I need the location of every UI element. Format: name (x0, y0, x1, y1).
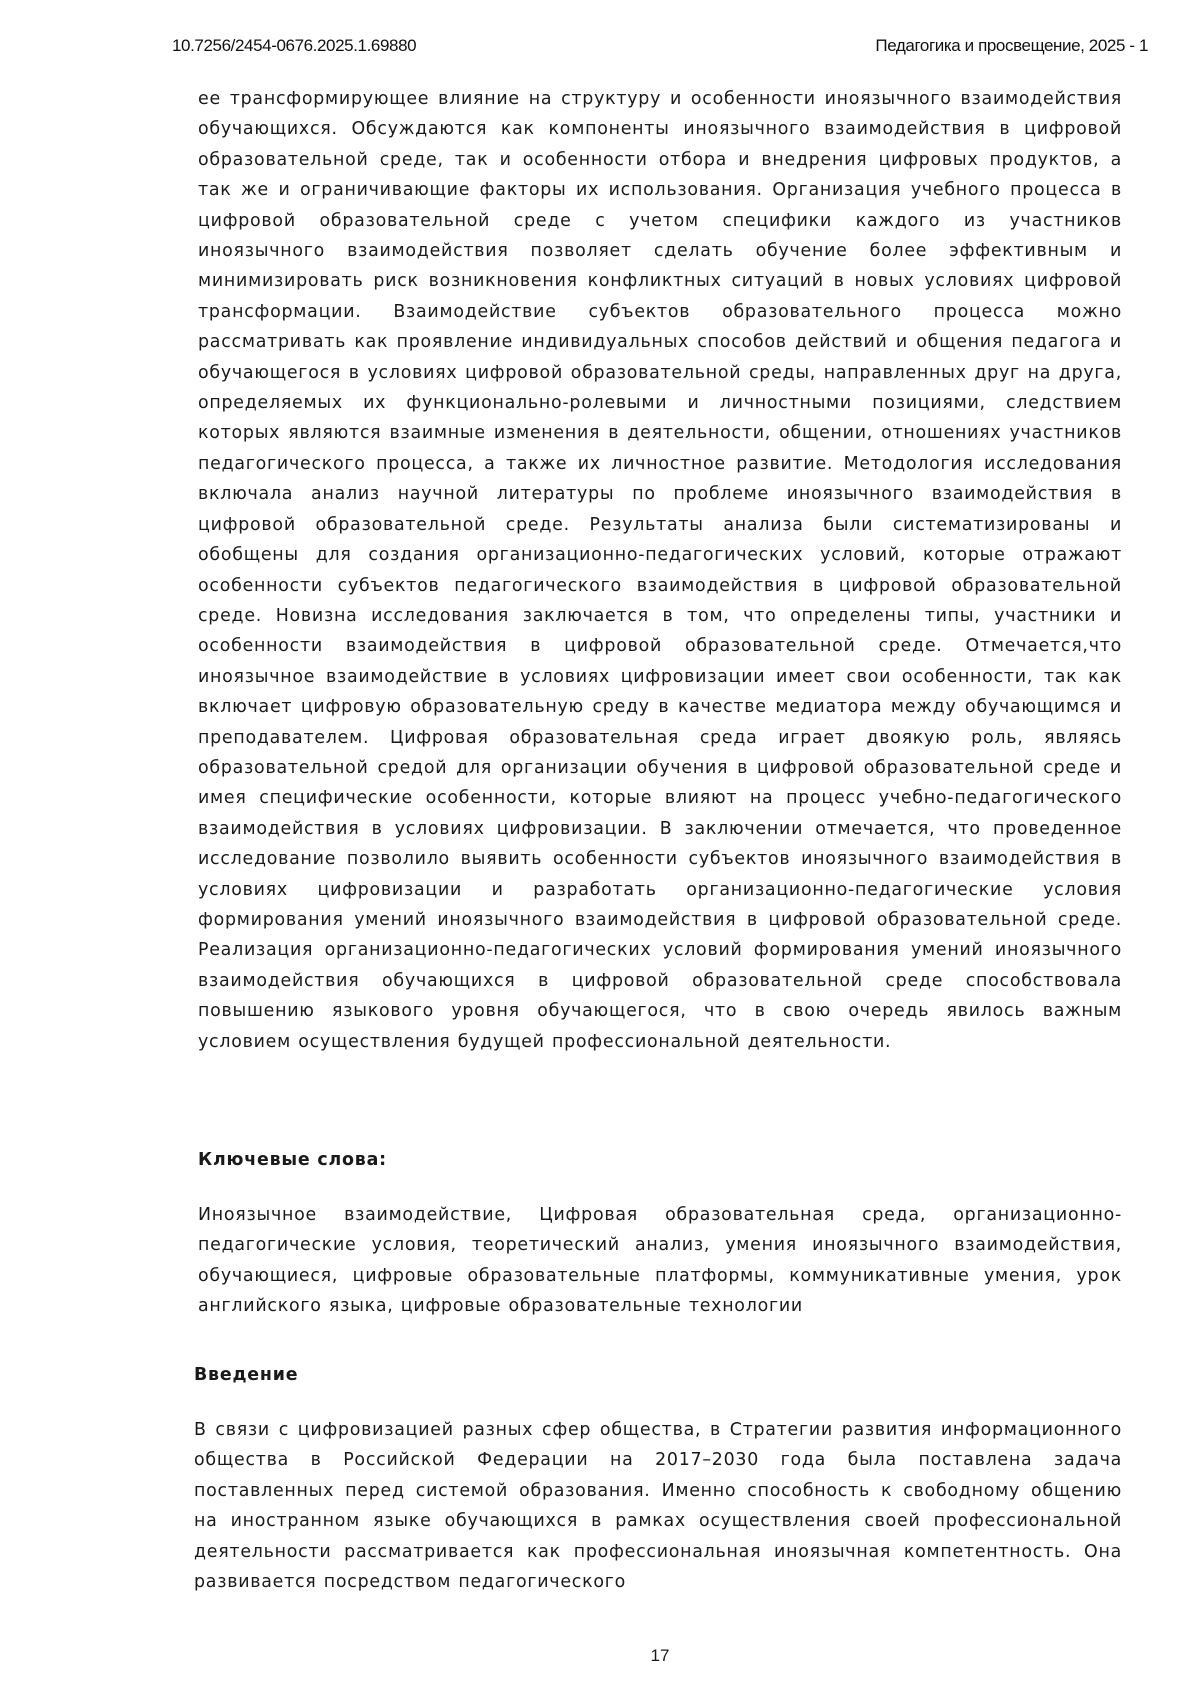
keywords-heading: Ключевые слова: (198, 1150, 387, 1170)
abstract-paragraph: ее трансформирующее влияние на структуру и особенности иноязычного взаимодействия обучающихся. Обсуждаются как компоненты иноязычного взаимодействия в цифровой образовательной среде, так и особенности отбора и внедрения цифровых продуктов, а так же и ограничивающие факторы их использования. Организация учебного процесса в цифровой образовательной среде с учетом специфики каждого из участников иноязычного взаимодействия позволяет сделать обучение более эффективным и минимизировать риск возникновения конфликтных ситуаций в новых условиях цифровой трансформации. Взаимодействие субъектов образовательного процесса можно рассматривать как проявление индивидуальных способов действий и общения педагога и обучающегося в условиях цифровой образовательной среды, направленных друг на друга, определяемых их функционально-ролевыми и личностными позициями, следствием которых являются взаимные изменения в деятельности, общении, отношениях участников педагогического процесса, а также их личностное развитие. Методология исследования включала анализ научной литературы по проблеме иноязычного взаимодействия в цифровой образовательной среде. Результаты анализа были систематизированы и обобщены для создания организационно-педагогических условий, которые отражают особенности субъектов педагогического взаимодействия в цифровой образовательной среде. Новизна исследования заключается в том, что определены типы, участники и особенности взаимодействия в цифровой образовательной среде. Отмечается,что иноязычное взаимодействие в условиях цифровизации имеет свои особенности, так как включает цифровую образовательную среду в качестве медиатора между обучающимся и преподавателем. Цифровая образовательная среда играет двоякую роль, являясь образовательной средой для организации обучения в цифровой образовательной среде и имея специфические особенности, которые влияют на процесс учебно-педагогического взаимодействия в условиях цифровизации. В заключении отмечается, что проведенное исследование позволило выявить особенности субъектов иноязычного взаимодействия в условиях цифровизации и разработать организационно-педагогические условия формирования умений иноязычного взаимодействия в цифровой образовательной среде. Реализация организационно-педагогических условий формирования умений иноязычного взаимодействия обучающихся в цифровой образовательной среде способствовала повышению языкового уровня обучающегося, что в свою очередь явилось важным условием осуществления будущей профессиональной деятельности. (198, 84, 1122, 1057)
running-header (172, 36, 1148, 58)
page-number: 17 (0, 1646, 1200, 1666)
introduction-paragraph: В связи с цифровизацией разных сфер общества, в Стратегии развития информационного общества в Российской Федерации на 2017–2030 года была поставлена задача поставленных перед системой образования. Именно способность к свободному общению на иностранном языке обучающихся в рамках осуществления своей профессиональной деятельности рассматривается как профессиональная иноязычная компетентность. Она развивается посредством педагогического (194, 1415, 1122, 1597)
doi-label: 10.7256/2454-0676.2025.1.69880 (172, 36, 416, 56)
journal-label: Педагогика и просвещение, 2025 - 1 (875, 36, 1148, 56)
keywords-paragraph: Иноязычное взаимодействие, Цифровая образовательная среда, организационно-педагогические условия, теоретический анализ, умения иноязычного взаимодействия, обучающиеся, цифровые образовательные платформы, коммуникативные умения, урок английского языка, цифровые образовательные технологии (198, 1200, 1122, 1322)
introduction-heading: Введение (194, 1365, 298, 1385)
